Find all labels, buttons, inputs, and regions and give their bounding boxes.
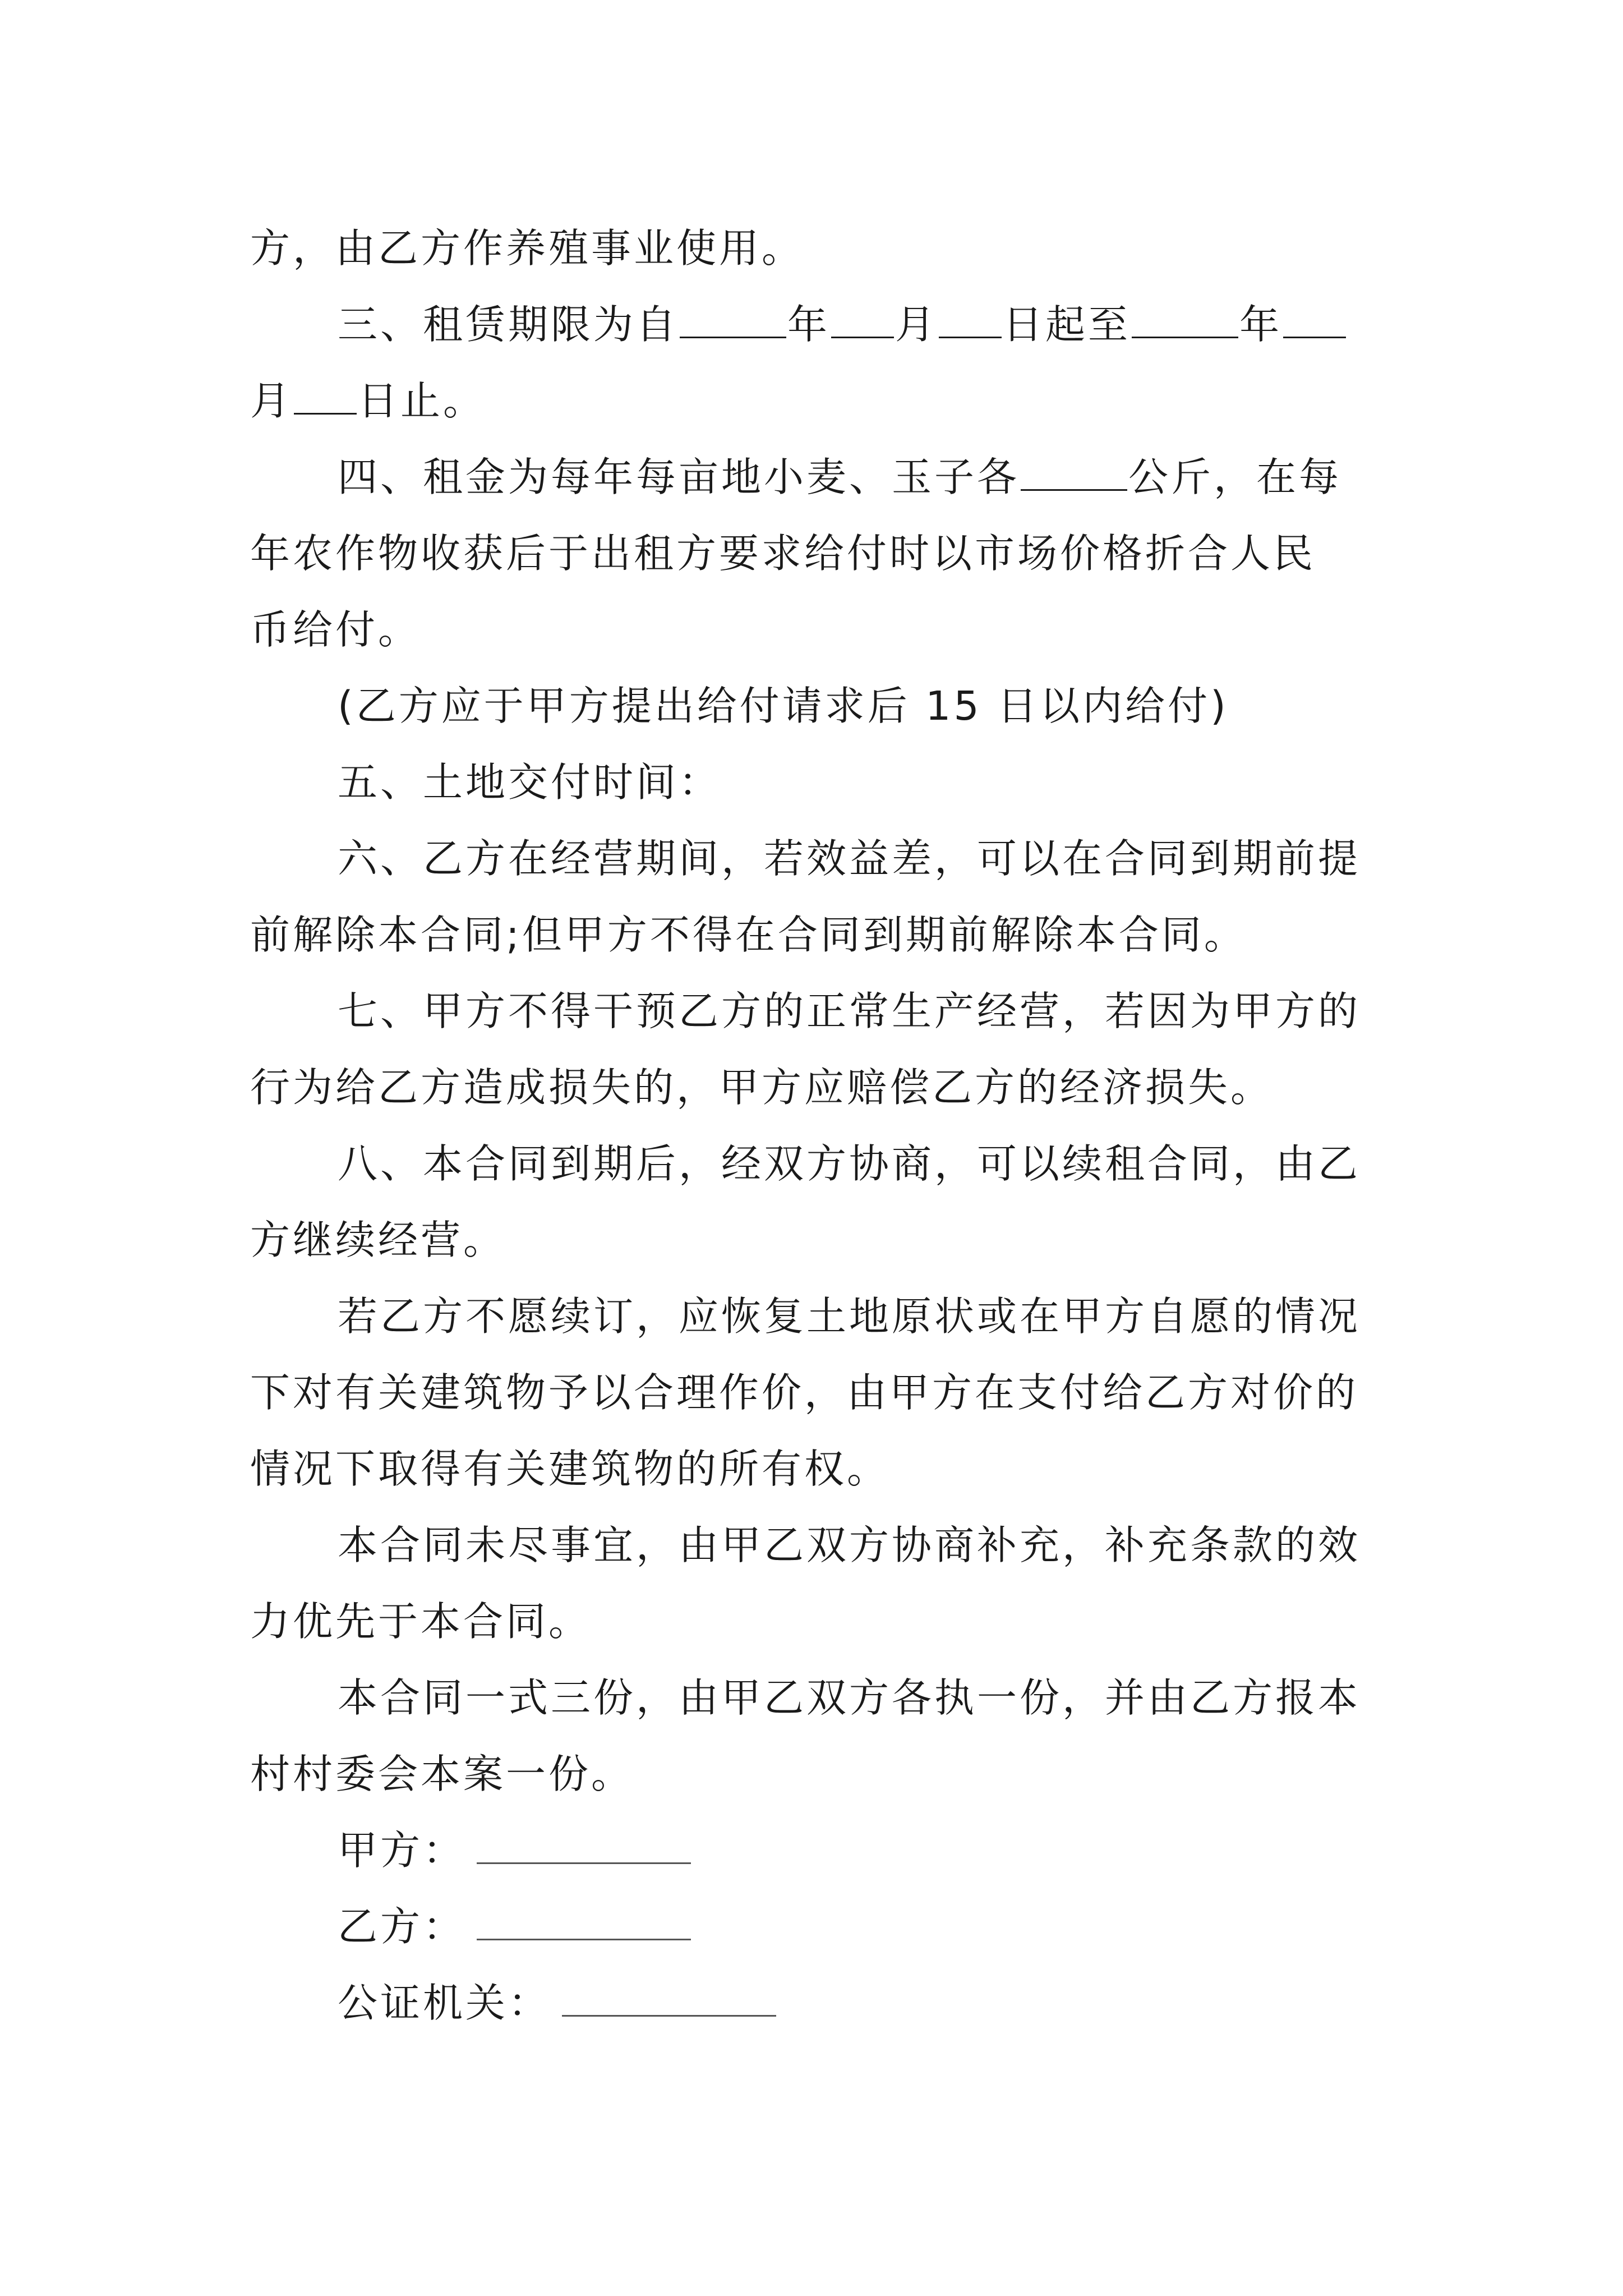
text-run: 四、租金为每年每亩地小麦、玉子各 <box>338 454 1020 500</box>
text-run: 前解除本合同;但甲方不得在合同到期前解除本合同。 <box>250 912 1247 958</box>
start-month-blank <box>831 332 894 338</box>
party-b-signature-line <box>477 1934 691 1940</box>
text-run: 情况下取得有关建筑物的所有权。 <box>250 1446 890 1492</box>
text-line <box>250 592 1383 668</box>
text-run: 日止。 <box>358 378 486 424</box>
text-run: 六、乙方在经营期间，若效益差，可以在合同到期前提 <box>338 835 1361 882</box>
rent-amount-blank <box>1021 485 1127 491</box>
text-run: 三、租赁期限为自 <box>338 301 679 348</box>
party-a-signature <box>250 1812 1383 1889</box>
text-run: 方继续经营。 <box>250 1217 506 1263</box>
text-run: 村村委会本案一份。 <box>250 1751 634 1797</box>
party-a-signature-line <box>477 1858 691 1864</box>
text-run: 若乙方不愿续订，应恢复土地原状或在甲方自愿的情况 <box>338 1293 1361 1340</box>
text-run: 公斤，在每 <box>1128 454 1342 500</box>
text-line <box>250 1736 1383 1812</box>
text-line <box>250 1126 1383 1202</box>
text-run: 方，由乙方作养殖事业使用。 <box>250 225 805 272</box>
text-run: 力优先于本合同。 <box>250 1598 592 1645</box>
text-run: 年农作物收获后于出租方要求给付时以市场价格折合人民 <box>250 530 1316 577</box>
end-month-blank <box>1283 332 1346 338</box>
text-line <box>250 973 1383 1050</box>
start-year-blank <box>680 332 786 338</box>
text-run: 本合同一式三份，由甲乙双方各执一份，并由乙方报本 <box>338 1674 1361 1721</box>
contract-body <box>250 210 1383 2041</box>
text-run: 七、甲方不得干预乙方的正常生产经营，若因为甲方的 <box>338 988 1361 1034</box>
text-line <box>250 1278 1383 1355</box>
text-run: 下对有关建筑物予以合理作价，由甲方在支付给乙方对价的 <box>250 1369 1359 1416</box>
end-year-blank <box>1132 332 1238 338</box>
text-run: 月 <box>250 378 293 424</box>
text-line <box>250 668 1383 744</box>
text-run: 月 <box>895 301 938 348</box>
notary-label: 公证机关： <box>338 1980 551 2026</box>
start-day-blank <box>939 332 1002 338</box>
party-b-signature <box>250 1889 1383 1965</box>
notary-signature <box>250 1965 1383 2041</box>
text-line <box>250 897 1383 973</box>
party-b-label: 乙方： <box>338 1903 466 1950</box>
text-line <box>250 516 1383 592</box>
text-run: 五、土地交付时间： <box>338 759 722 806</box>
text-line <box>250 1355 1383 1431</box>
end-day-blank <box>294 408 357 415</box>
text-run: 年 <box>1239 301 1283 348</box>
text-line <box>250 1584 1383 1660</box>
lease-term-line <box>250 287 1383 363</box>
text-run: 八、本合同到期后，经双方协商，可以续租合同，由乙 <box>338 1140 1361 1187</box>
text-run: 年 <box>787 301 831 348</box>
text-line <box>250 1660 1383 1736</box>
notary-signature-line <box>562 2010 776 2017</box>
text-line <box>250 210 1383 287</box>
text-line <box>250 1202 1383 1278</box>
party-a-label: 甲方： <box>338 1827 466 1874</box>
text-run: 币给付。 <box>250 606 421 653</box>
text-line <box>250 1050 1383 1126</box>
text-line <box>250 744 1383 821</box>
lease-term-line-cont <box>250 363 1383 439</box>
rent-line <box>250 439 1383 516</box>
text-run: 本合同未尽事宜，由甲乙双方协商补充，补充条款的效 <box>338 1522 1361 1568</box>
text-run: 日起至 <box>1003 301 1131 348</box>
text-run: (乙方应于甲方提出给付请求后 15 日以内给付) <box>338 683 1229 729</box>
text-line <box>250 1507 1383 1584</box>
text-line <box>250 821 1383 897</box>
text-line <box>250 1431 1383 1507</box>
text-run: 行为给乙方造成损失的，甲方应赔偿乙方的经济损失。 <box>250 1064 1274 1111</box>
